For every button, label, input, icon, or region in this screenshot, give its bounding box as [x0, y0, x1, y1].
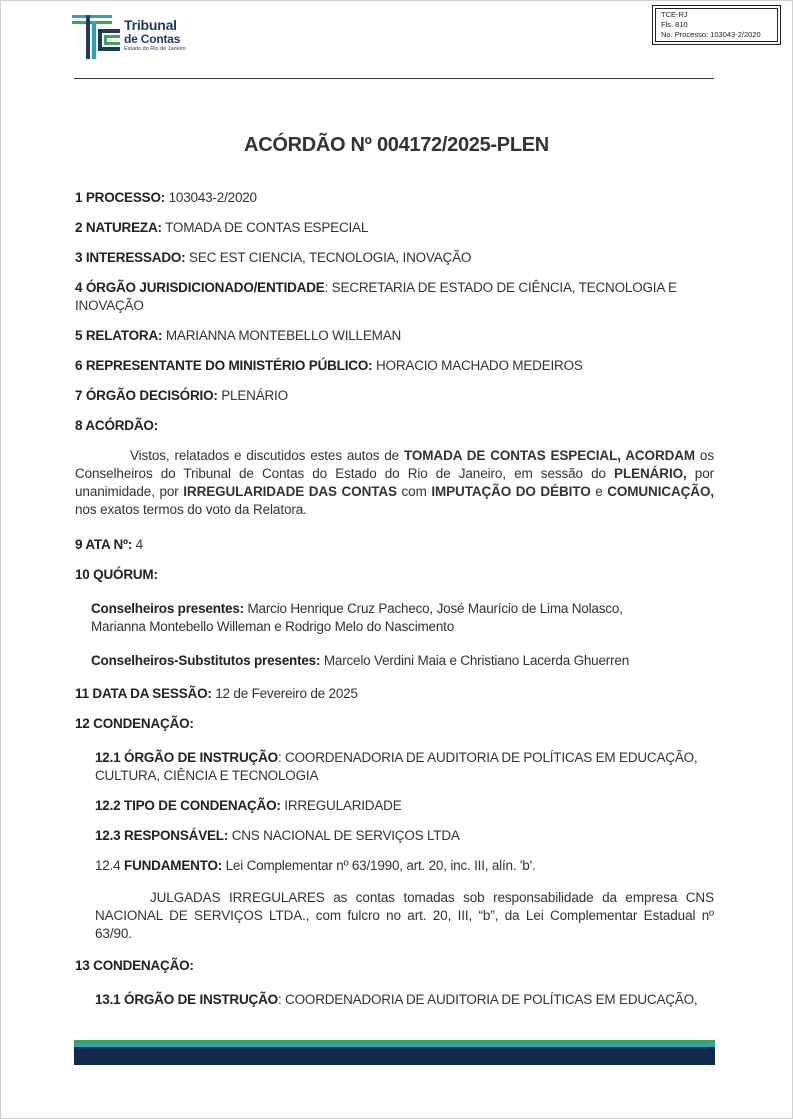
acordao-paragraph [75, 447, 714, 519]
cond12-responsavel [95, 827, 460, 845]
sub-number: 12.4 [95, 858, 125, 873]
quorum-substitutos [91, 652, 629, 670]
sub-value: : COORDENADORIA DE AUDITORIA DE POLÍTICAS EM EDUCAÇÃO, [277, 992, 698, 1007]
quorum-value: Marcelo Verdini Maia e Christiano Lacerda Ghuerren [320, 653, 630, 668]
item-label: 1 PROCESSO: [75, 190, 166, 205]
acordao-line: Vistos, relatados e discutidos estes autos de TOMADA DE CONTAS ESPECIAL, ACORDAM os [130, 448, 714, 463]
item-condenacao-12 [75, 715, 194, 733]
item-representante [75, 357, 583, 375]
item-data-sessao [75, 685, 358, 703]
document-title: ACÓRDÃO Nº 004172/2025-PLEN [244, 134, 549, 156]
julgadas-paragraph [95, 889, 714, 943]
sub-label: 13.1 ÓRGÃO DE INSTRUÇÃO [95, 992, 278, 1007]
item-label: 11 DATA DA SESSÃO: [75, 686, 212, 701]
header-rule [74, 78, 714, 79]
item-value: MARIANNA MONTEBELLO WILLEMAN [162, 328, 402, 343]
quorum-conselheiros-continuation: Marianna Montebello Willeman e Rodrigo Melo do Nascimento [91, 619, 455, 634]
sub-value: Lei Complementar nº 63/1990, art. 20, inc. III, alín. 'b'. [222, 858, 536, 873]
cond12-orgao-instrucao [95, 749, 697, 767]
item-interessado [75, 249, 471, 267]
cond12-fundamento [95, 857, 536, 875]
sub-value: CNS NACIONAL DE SERVIÇOS LTDA [228, 828, 460, 843]
process-stamp [652, 5, 781, 45]
sub-label: 12.2 TIPO DE CONDENAÇÃO: [95, 798, 281, 813]
item-label: 3 INTERESSADO: [75, 250, 186, 265]
stamp-process-number: No. Processo: 103043-2/2020 [661, 30, 761, 39]
logo-line-2: de Contas [124, 32, 181, 46]
sub-label: 12.1 ÓRGÃO DE INSTRUÇÃO [95, 750, 278, 765]
item-label: 13 CONDENAÇÃO: [75, 958, 194, 973]
julgadas-line: JULGADAS IRREGULARES as contas tomadas sob responsabilidade da empresa CNS [150, 890, 714, 905]
item-label: 9 ATA Nº: [75, 537, 133, 552]
quorum-conselheiros [91, 600, 623, 618]
item-condenacao-13 [75, 957, 194, 975]
cond13-orgao-instrucao [95, 991, 697, 1009]
logo-line-1: Tribunal [124, 17, 177, 33]
sub-label: FUNDAMENTO: [124, 858, 223, 873]
acordao-line: unanimidade, por IRREGULARIDADE DAS CONTAS com IMPUTAÇÃO DO DÉBITO e COMUNICAÇÃO, [75, 484, 714, 499]
item-label: 4 ÓRGÃO JURISDICIONADO/ENTIDADE [75, 280, 325, 295]
sub-value: : COORDENADORIA DE AUDITORIA DE POLÍTICAS EM EDUCAÇÃO, [277, 750, 698, 765]
item-value: PLENÁRIO [217, 388, 288, 403]
tce-logo [72, 13, 192, 61]
julgadas-line: NACIONAL DE SERVIÇOS LTDA., com fulcro no art. 20, III, “b”, da Lei Complementar Estadual nº [95, 908, 714, 923]
tce-logo-icon [72, 13, 122, 61]
logo-line-3: Estado do Rio de Janeiro [124, 46, 186, 52]
item-label: 2 NATUREZA: [75, 220, 162, 235]
item-orgao-continuation: INOVAÇÃO [75, 298, 144, 313]
quorum-label: Conselheiros-Substitutos presentes: [91, 653, 321, 668]
cond12-orgao-continuation: CULTURA, CIÊNCIA E TECNOLOGIA [95, 768, 319, 783]
item-relatora [75, 327, 401, 345]
item-label: 12 CONDENAÇÃO: [75, 716, 194, 731]
item-value: 12 de Fevereiro de 2025 [211, 686, 358, 701]
sub-value: IRREGULARIDADE [280, 798, 402, 813]
item-orgao-jurisdicionado [75, 279, 677, 297]
item-acordao [75, 417, 158, 435]
footer-stripe-navy [74, 1047, 715, 1065]
item-natureza [75, 219, 368, 237]
stamp-org: TCE-RJ [661, 10, 688, 19]
item-processo [75, 189, 257, 207]
quorum-value: Marcio Henrique Cruz Pacheco, José Maurício de Lima Nolasco, [243, 601, 623, 616]
acordao-line: nos exatos termos do voto da Relatora. [75, 502, 307, 517]
item-label: 7 ÓRGÃO DECISÓRIO: [75, 388, 218, 403]
stamp-pages: Fls. 810 [661, 20, 688, 29]
sub-label: 12.3 RESPONSÁVEL: [95, 828, 229, 843]
item-value: 103043-2/2020 [165, 190, 257, 205]
cond12-tipo [95, 797, 402, 815]
item-label: 5 RELATORA: [75, 328, 163, 343]
item-ata [75, 536, 143, 554]
quorum-label: Conselheiros presentes: [91, 601, 244, 616]
item-label: 8 ACÓRDÃO: [75, 418, 159, 433]
julgadas-line: 63/90. [95, 926, 132, 941]
item-label: 10 QUÓRUM: [75, 567, 158, 582]
item-value: HORACIO MACHADO MEDEIROS [372, 358, 583, 373]
item-value: 4 [132, 537, 143, 552]
item-value: SEC EST CIENCIA, TECNOLOGIA, INOVAÇÃO [185, 250, 472, 265]
acordao-line: Conselheiros do Tribunal de Contas do Estado do Rio de Janeiro, em sessão do PLENÁRIO, por [75, 466, 714, 481]
item-quorum [75, 566, 158, 584]
item-value: TOMADA DE CONTAS ESPECIAL [161, 220, 369, 235]
footer-bar [74, 1040, 715, 1065]
item-value: : SECRETARIA DE ESTADO DE CIÊNCIA, TECNOLOGIA E [324, 280, 677, 295]
item-label: 6 REPRESENTANTE DO MINISTÉRIO PÚBLICO: [75, 358, 373, 373]
item-orgao-decisorio [75, 387, 288, 405]
